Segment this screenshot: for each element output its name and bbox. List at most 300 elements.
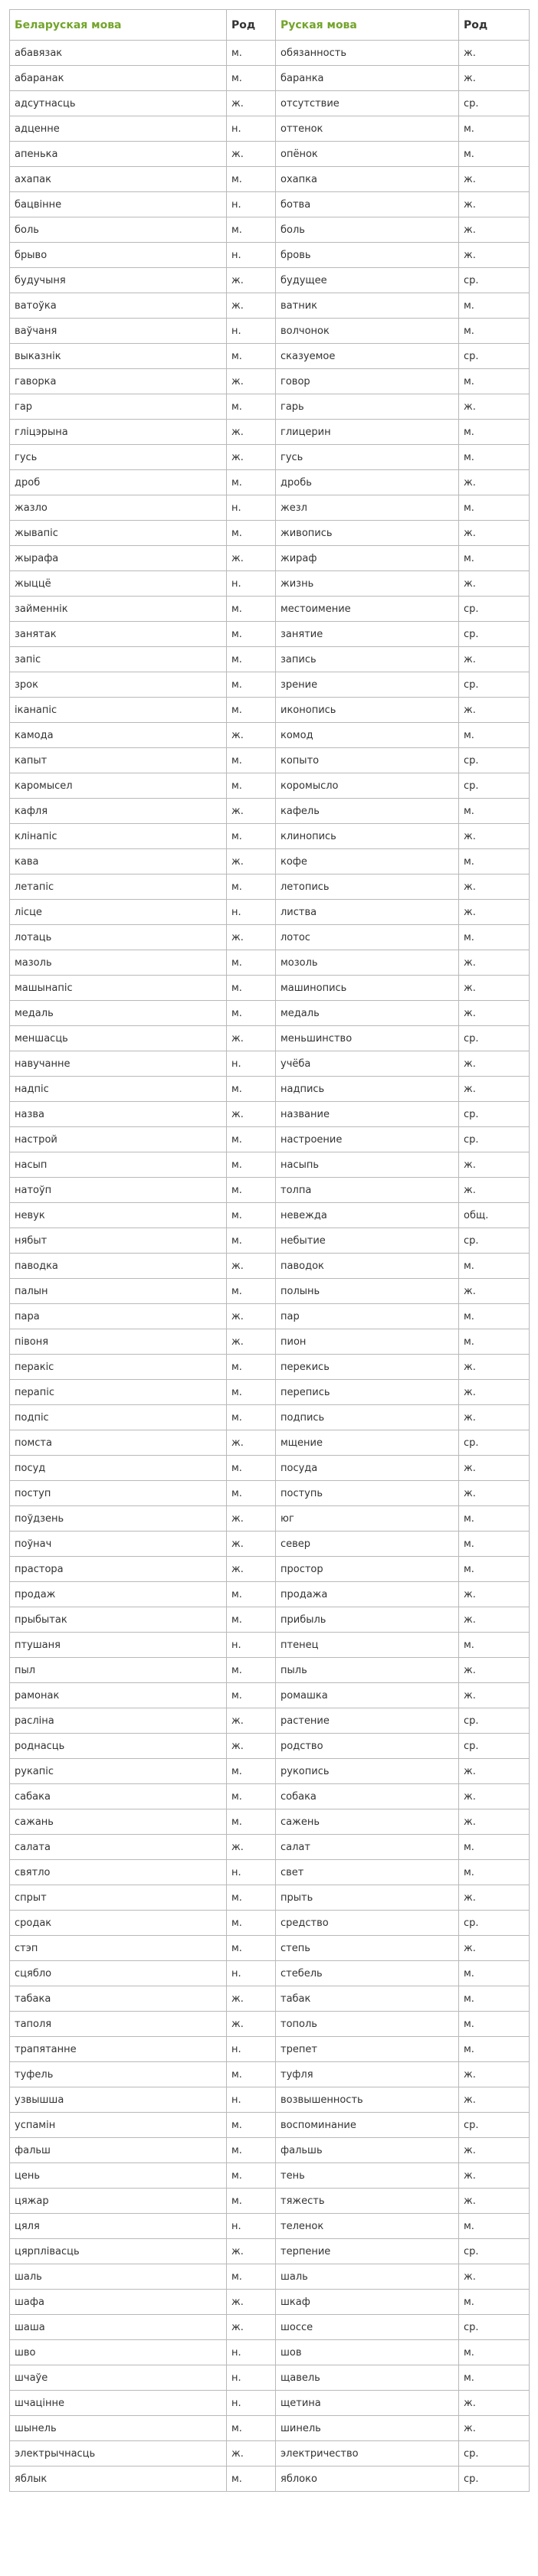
belarusian-word: паводка — [10, 1254, 227, 1279]
belarusian-gender: м. — [227, 1203, 276, 1228]
belarusian-gender: ж. — [227, 1734, 276, 1759]
belarusian-gender: м. — [227, 1152, 276, 1178]
belarusian-gender: м. — [227, 1885, 276, 1911]
belarusian-word: абавязак — [10, 41, 227, 66]
belarusian-word: помста — [10, 1430, 227, 1456]
russian-gender: ж. — [459, 217, 530, 243]
table-row — [10, 1835, 530, 1860]
belarusian-gender: н. — [227, 1860, 276, 1885]
belarusian-word: надпіс — [10, 1077, 227, 1102]
belarusian-gender: м. — [227, 41, 276, 66]
belarusian-word: адсутнасць — [10, 91, 227, 116]
table-row — [10, 2037, 530, 2062]
russian-word: стебель — [276, 1961, 459, 1986]
russian-word: лотос — [276, 925, 459, 950]
russian-gender: ж. — [459, 521, 530, 546]
belarusian-gender: м. — [227, 2416, 276, 2441]
table-row — [10, 91, 530, 116]
belarusian-gender: ж. — [227, 2290, 276, 2315]
table-row — [10, 2062, 530, 2087]
belarusian-gender: м. — [227, 622, 276, 647]
belarusian-word: мазоль — [10, 950, 227, 976]
russian-word: опёнок — [276, 142, 459, 167]
table-row — [10, 1936, 530, 1961]
russian-word: баранка — [276, 66, 459, 91]
table-row — [10, 1329, 530, 1355]
table-row — [10, 2214, 530, 2239]
table-row — [10, 1809, 530, 1835]
belarusian-word: півоня — [10, 1329, 227, 1355]
russian-gender: ж. — [459, 1051, 530, 1077]
table-row — [10, 344, 530, 369]
belarusian-word: натоўп — [10, 1178, 227, 1203]
belarusian-word: успамін — [10, 2113, 227, 2138]
russian-word: свет — [276, 1860, 459, 1885]
table-row — [10, 1607, 530, 1633]
russian-word: салат — [276, 1835, 459, 1860]
belarusian-word: сабака — [10, 1784, 227, 1809]
russian-word: туфля — [276, 2062, 459, 2087]
table-row — [10, 925, 530, 950]
belarusian-word: навучанне — [10, 1051, 227, 1077]
belarusian-gender: м. — [227, 2189, 276, 2214]
russian-word: машинопись — [276, 976, 459, 1001]
belarusian-word: рамонак — [10, 1683, 227, 1708]
russian-word: насыпь — [276, 1152, 459, 1178]
russian-word: полынь — [276, 1279, 459, 1304]
belarusian-word: яблык — [10, 2466, 227, 2492]
russian-word: учёба — [276, 1051, 459, 1077]
table-row — [10, 66, 530, 91]
russian-word: толпа — [276, 1178, 459, 1203]
belarusian-gender: н. — [227, 495, 276, 521]
table-row — [10, 571, 530, 597]
belarusian-word: шаша — [10, 2315, 227, 2340]
russian-gender: ср. — [459, 1228, 530, 1254]
table-row — [10, 1203, 530, 1228]
russian-gender: м. — [459, 1557, 530, 1582]
russian-word: сказуемое — [276, 344, 459, 369]
russian-gender: ж. — [459, 243, 530, 268]
table-row — [10, 1178, 530, 1203]
belarusian-gender: н. — [227, 2391, 276, 2416]
belarusian-word: шчаўе — [10, 2365, 227, 2391]
table-row — [10, 1228, 530, 1254]
russian-gender: ж. — [459, 1607, 530, 1633]
table-row — [10, 1430, 530, 1456]
belarusian-gender: н. — [227, 243, 276, 268]
russian-word: шкаф — [276, 2290, 459, 2315]
belarusian-gender: м. — [227, 344, 276, 369]
header-russian: Руская мова — [276, 10, 459, 41]
russian-gender: м. — [459, 1961, 530, 1986]
belarusian-gender: н. — [227, 2037, 276, 2062]
table-row — [10, 41, 530, 66]
russian-gender: ср. — [459, 2239, 530, 2264]
belarusian-gender: н. — [227, 1961, 276, 1986]
russian-gender: ср. — [459, 1911, 530, 1936]
table-row — [10, 1026, 530, 1051]
belarusian-word: медаль — [10, 1001, 227, 1026]
russian-gender: ж. — [459, 2163, 530, 2189]
table-header — [10, 10, 530, 41]
table-row — [10, 849, 530, 874]
belarusian-word: стэп — [10, 1936, 227, 1961]
russian-gender: ср. — [459, 2466, 530, 2492]
belarusian-gender: н. — [227, 1051, 276, 1077]
belarusian-gender: м. — [227, 1481, 276, 1506]
russian-gender: ср. — [459, 1734, 530, 1759]
belarusian-word: фальш — [10, 2138, 227, 2163]
table-row — [10, 2264, 530, 2290]
table-row — [10, 2087, 530, 2113]
belarusian-word: электрычнасць — [10, 2441, 227, 2466]
table-row — [10, 420, 530, 445]
russian-gender: ср. — [459, 672, 530, 698]
belarusian-word: настрой — [10, 1127, 227, 1152]
russian-word: кофе — [276, 849, 459, 874]
table-body — [10, 41, 530, 2492]
russian-word: мщение — [276, 1430, 459, 1456]
russian-word: медаль — [276, 1001, 459, 1026]
russian-gender: ср. — [459, 597, 530, 622]
belarusian-gender: м. — [227, 1582, 276, 1607]
russian-word: копыто — [276, 748, 459, 773]
belarusian-word: каромысел — [10, 773, 227, 799]
russian-gender: ж. — [459, 192, 530, 217]
russian-gender: ж. — [459, 1380, 530, 1405]
belarusian-word: боль — [10, 217, 227, 243]
belarusian-word: жывапіс — [10, 521, 227, 546]
belarusian-gender: ж. — [227, 1557, 276, 1582]
russian-gender: м. — [459, 1254, 530, 1279]
belarusian-word: іканапіс — [10, 698, 227, 723]
russian-word: птенец — [276, 1633, 459, 1658]
russian-word: невежда — [276, 1203, 459, 1228]
table-row — [10, 1683, 530, 1708]
belarusian-gender: м. — [227, 2138, 276, 2163]
russian-word: шоссе — [276, 2315, 459, 2340]
belarusian-gender: н. — [227, 192, 276, 217]
belarusian-gender: м. — [227, 1380, 276, 1405]
belarusian-gender: н. — [227, 2365, 276, 2391]
table-row — [10, 1532, 530, 1557]
table-row — [10, 2290, 530, 2315]
table-row — [10, 2340, 530, 2365]
belarusian-gender: м. — [227, 1809, 276, 1835]
table-row — [10, 142, 530, 167]
belarusian-word: таполя — [10, 2012, 227, 2037]
belarusian-word: бацвінне — [10, 192, 227, 217]
belarusian-word: адценне — [10, 116, 227, 142]
belarusian-word: камода — [10, 723, 227, 748]
belarusian-word: жыццё — [10, 571, 227, 597]
belarusian-word: подпіс — [10, 1405, 227, 1430]
russian-gender: ж. — [459, 1152, 530, 1178]
russian-word: средство — [276, 1911, 459, 1936]
belarusian-gender: ж. — [227, 1430, 276, 1456]
russian-gender: ср. — [459, 1430, 530, 1456]
russian-word: тяжесть — [276, 2189, 459, 2214]
belarusian-word: кава — [10, 849, 227, 874]
table-row — [10, 1911, 530, 1936]
header-row — [10, 10, 530, 41]
table-row — [10, 2416, 530, 2441]
belarusian-word: назва — [10, 1102, 227, 1127]
belarusian-gender: м. — [227, 1658, 276, 1683]
belarusian-word: дроб — [10, 470, 227, 495]
russian-gender: ж. — [459, 1405, 530, 1430]
russian-gender: ж. — [459, 647, 530, 672]
russian-word: жираф — [276, 546, 459, 571]
table-row — [10, 2163, 530, 2189]
table-row — [10, 773, 530, 799]
russian-gender: м. — [459, 1986, 530, 2012]
russian-gender: ж. — [459, 394, 530, 420]
russian-word: электричество — [276, 2441, 459, 2466]
belarusian-gender: ж. — [227, 1329, 276, 1355]
russian-word: подпись — [276, 1405, 459, 1430]
russian-gender: ж. — [459, 66, 530, 91]
belarusian-gender: м. — [227, 394, 276, 420]
russian-word: комод — [276, 723, 459, 748]
russian-gender: м. — [459, 319, 530, 344]
belarusian-gender: ж. — [227, 142, 276, 167]
belarusian-gender: ж. — [227, 925, 276, 950]
table-row — [10, 1355, 530, 1380]
belarusian-word: невук — [10, 1203, 227, 1228]
table-row — [10, 1152, 530, 1178]
russian-word: небытие — [276, 1228, 459, 1254]
table-row — [10, 1759, 530, 1784]
table-row — [10, 2365, 530, 2391]
russian-word: ватник — [276, 293, 459, 319]
russian-word: говор — [276, 369, 459, 394]
russian-word: шаль — [276, 2264, 459, 2290]
russian-gender: ср. — [459, 1102, 530, 1127]
russian-gender: ср. — [459, 773, 530, 799]
belarusian-gender: н. — [227, 1633, 276, 1658]
russian-word: перекись — [276, 1355, 459, 1380]
belarusian-word: цень — [10, 2163, 227, 2189]
russian-word: яблоко — [276, 2466, 459, 2492]
belarusian-word: гаворка — [10, 369, 227, 394]
russian-gender: м. — [459, 1860, 530, 1885]
header-gender-russian: Род — [459, 10, 530, 41]
belarusian-word: сажань — [10, 1809, 227, 1835]
belarusian-word: цяжар — [10, 2189, 227, 2214]
belarusian-gender: м. — [227, 1759, 276, 1784]
belarusian-word: шынель — [10, 2416, 227, 2441]
russian-gender: м. — [459, 2012, 530, 2037]
russian-gender: ср. — [459, 2113, 530, 2138]
russian-word: ромашка — [276, 1683, 459, 1708]
russian-gender: м. — [459, 1633, 530, 1658]
belarusian-word: перакіс — [10, 1355, 227, 1380]
belarusian-word: жазло — [10, 495, 227, 521]
russian-gender: ср. — [459, 748, 530, 773]
russian-gender: ж. — [459, 1658, 530, 1683]
belarusian-gender: ж. — [227, 546, 276, 571]
belarusian-word: летапіс — [10, 874, 227, 900]
belarusian-gender: ж. — [227, 1708, 276, 1734]
belarusian-word: расліна — [10, 1708, 227, 1734]
russian-gender: ср. — [459, 344, 530, 369]
belarusian-gender: ж. — [227, 1986, 276, 2012]
russian-word: щетина — [276, 2391, 459, 2416]
russian-gender: ж. — [459, 698, 530, 723]
belarusian-gender: ж. — [227, 849, 276, 874]
russian-word: жезл — [276, 495, 459, 521]
russian-gender: ж. — [459, 950, 530, 976]
russian-word: растение — [276, 1708, 459, 1734]
table-row — [10, 1254, 530, 1279]
russian-word: тополь — [276, 2012, 459, 2037]
table-row — [10, 950, 530, 976]
russian-gender: ж. — [459, 2264, 530, 2290]
russian-gender: м. — [459, 925, 530, 950]
belarusian-word: пыл — [10, 1658, 227, 1683]
belarusian-word: занятак — [10, 622, 227, 647]
russian-word: боль — [276, 217, 459, 243]
russian-gender: ж. — [459, 1279, 530, 1304]
table-row — [10, 1860, 530, 1885]
russian-gender: м. — [459, 293, 530, 319]
russian-word: листва — [276, 900, 459, 925]
belarusian-gender: м. — [227, 1683, 276, 1708]
belarusian-gender: н. — [227, 571, 276, 597]
belarusian-gender: м. — [227, 976, 276, 1001]
russian-word: клинопись — [276, 824, 459, 849]
belarusian-word: салата — [10, 1835, 227, 1860]
russian-gender: м. — [459, 495, 530, 521]
table-row — [10, 1961, 530, 1986]
belarusian-word: брыво — [10, 243, 227, 268]
table-row — [10, 243, 530, 268]
russian-word: гусь — [276, 445, 459, 470]
russian-gender: м. — [459, 1304, 530, 1329]
belarusian-word: рукапіс — [10, 1759, 227, 1784]
belarusian-gender: м. — [227, 1279, 276, 1304]
russian-gender: ср. — [459, 622, 530, 647]
belarusian-gender: м. — [227, 1405, 276, 1430]
belarusian-gender: м. — [227, 1784, 276, 1809]
russian-word: тень — [276, 2163, 459, 2189]
russian-gender: ж. — [459, 1077, 530, 1102]
belarusian-gender: м. — [227, 167, 276, 192]
russian-gender: ж. — [459, 1683, 530, 1708]
russian-gender: ж. — [459, 976, 530, 1001]
russian-word: местоимение — [276, 597, 459, 622]
table-row — [10, 445, 530, 470]
russian-gender: ж. — [459, 571, 530, 597]
belarusian-gender: м. — [227, 1077, 276, 1102]
russian-gender: м. — [459, 723, 530, 748]
belarusian-gender: м. — [227, 217, 276, 243]
russian-word: табак — [276, 1986, 459, 2012]
belarusian-word: абаранак — [10, 66, 227, 91]
belarusian-gender: ж. — [227, 293, 276, 319]
russian-word: ботва — [276, 192, 459, 217]
russian-word: поступь — [276, 1481, 459, 1506]
russian-word: настроение — [276, 1127, 459, 1152]
russian-gender: м. — [459, 849, 530, 874]
belarusian-word: гар — [10, 394, 227, 420]
russian-word: шов — [276, 2340, 459, 2365]
belarusian-gender: ж. — [227, 1532, 276, 1557]
russian-gender: ср. — [459, 91, 530, 116]
russian-word: запись — [276, 647, 459, 672]
russian-gender: ж. — [459, 874, 530, 900]
belarusian-word: клінапіс — [10, 824, 227, 849]
table-row — [10, 1986, 530, 2012]
belarusian-word: поступ — [10, 1481, 227, 1506]
table-row — [10, 824, 530, 849]
russian-gender: м. — [459, 799, 530, 824]
russian-word: фальшь — [276, 2138, 459, 2163]
belarusian-word: меншасць — [10, 1026, 227, 1051]
table-row — [10, 2189, 530, 2214]
russian-gender: ср. — [459, 2441, 530, 2466]
belarusian-word: капыт — [10, 748, 227, 773]
belarusian-word: прыбытак — [10, 1607, 227, 1633]
russian-word: дробь — [276, 470, 459, 495]
belarusian-gender: ж. — [227, 2239, 276, 2264]
belarusian-word: ахапак — [10, 167, 227, 192]
table-row — [10, 293, 530, 319]
belarusian-word: кафля — [10, 799, 227, 824]
russian-word: волчонок — [276, 319, 459, 344]
russian-gender: ж. — [459, 1355, 530, 1380]
belarusian-gender: м. — [227, 1001, 276, 1026]
table-row — [10, 521, 530, 546]
belarusian-gender: м. — [227, 647, 276, 672]
russian-word: воспоминание — [276, 2113, 459, 2138]
russian-word: продажа — [276, 1582, 459, 1607]
belarusian-word: шво — [10, 2340, 227, 2365]
russian-gender: ж. — [459, 1809, 530, 1835]
belarusian-word: шафа — [10, 2290, 227, 2315]
belarusian-word: займеннік — [10, 597, 227, 622]
russian-gender: ж. — [459, 1936, 530, 1961]
russian-gender: ж. — [459, 2138, 530, 2163]
russian-gender: м. — [459, 2037, 530, 2062]
table-row — [10, 2012, 530, 2037]
russian-word: мозоль — [276, 950, 459, 976]
table-row — [10, 319, 530, 344]
russian-word: живопись — [276, 521, 459, 546]
russian-gender: ж. — [459, 1456, 530, 1481]
belarusian-gender: м. — [227, 2113, 276, 2138]
belarusian-gender: ж. — [227, 1304, 276, 1329]
belarusian-word: туфель — [10, 2062, 227, 2087]
belarusian-gender: н. — [227, 900, 276, 925]
belarusian-gender: ж. — [227, 1254, 276, 1279]
belarusian-gender: ж. — [227, 2441, 276, 2466]
belarusian-gender: м. — [227, 2264, 276, 2290]
russian-gender: ж. — [459, 2087, 530, 2113]
table-row — [10, 900, 530, 925]
belarusian-word: сцябло — [10, 1961, 227, 1986]
table-row — [10, 217, 530, 243]
belarusian-gender: ж. — [227, 91, 276, 116]
table-row — [10, 1708, 530, 1734]
belarusian-gender: н. — [227, 116, 276, 142]
table-row — [10, 698, 530, 723]
russian-gender: м. — [459, 2340, 530, 2365]
russian-gender: м. — [459, 1835, 530, 1860]
table-row — [10, 495, 530, 521]
